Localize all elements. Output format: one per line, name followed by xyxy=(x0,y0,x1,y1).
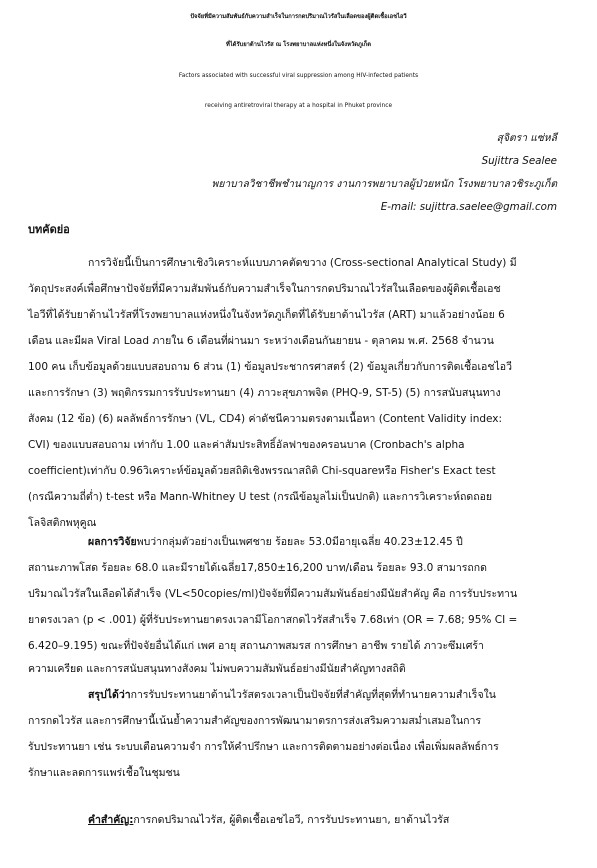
conclusion-line-1 xyxy=(88,690,496,701)
abstract-intro-line: เดือน และมีผล Viral Load ภายใน 6 เดือนที่ผ่านมา ระหว่างเดือนกันยายน - ตุลาคม พ.ศ. 2568 จำนวน xyxy=(28,335,494,347)
conclusion-line: การกดไวรัส และการศึกษานี้เน้นย้ำความสำคัญของการพัฒนามาตรการส่งเสริมความสม่ำเสมอในการ xyxy=(28,715,482,727)
abstract-intro-line: วัตถุประสงค์เพื่อศึกษาปัจจัยที่มีความสัมพันธ์กับความสำเร็จในการกดปริมาณไวรัสในเลือดของผู้ติดเชื้อเอช xyxy=(28,283,501,295)
title-english-line-2: receiving antiretroviral therapy at a hospital in Phuket province xyxy=(204,103,393,109)
results-line: สถานะภาพโสด ร้อยละ 68.0 และมีรายได้เฉลี่ย17,850±16,200 บาท/เดือน ร้อยละ 93.0 สามารถกด xyxy=(28,562,487,574)
title-english-line-1: Factors associated with successful viral suppression among HIV-infected patients xyxy=(178,73,419,79)
keywords-text: การกดปริมาณไวรัส, ผู้ติดเชื้อเอชไอวี, การรับประทานยา, ยาต้านไวรัส xyxy=(133,814,450,826)
keywords-line xyxy=(88,815,449,826)
results-text: พบว่ากลุ่มตัวอย่างเป็นเพศชาย ร้อยละ 53.0มีอายุเฉลี่ย 40.23±12.45 ปี xyxy=(136,536,463,548)
results-label: ผลการวิจัย xyxy=(88,536,137,548)
author-name-english: Sujittra Sealee xyxy=(481,155,557,167)
author-name-thai: สุจิตรา แซ่หลี xyxy=(496,132,557,144)
title-thai-line-2: ที่ได้รับยาต้านไวรัส ณ โรงพยาบาลแห่งหนึ่งในจังหวัดภูเก็ต xyxy=(225,42,372,48)
abstract-intro-line: (กรณีความถี่ต่ำ) t-test หรือ Mann-Whitney U test (กรณีข้อมูลไม่เป็นปกติ) และการวิเคราะห์ถดถอย xyxy=(28,491,493,503)
conclusion-text: การรับประทานยาต้านไวรัสตรงเวลาเป็นปัจจัยที่สำคัญที่สุดที่ทำนายความสำเร็จใน xyxy=(130,689,496,701)
abstract-intro-line: การวิจัยนี้เป็นการศึกษาเชิงวิเคราะห์แบบภาคตัดขวาง (Cross-sectional Analytical Study) มี xyxy=(88,257,517,269)
abstract-intro-line: สังคม (12 ข้อ) (6) ผลลัพธ์การรักษา (VL, CD4) ค่าดัชนีความตรงตามเนื้อหา (Content Validity index: xyxy=(28,413,503,425)
title-thai-line-1: ปัจจัยที่มีความสัมพันธ์กับความสำเร็จในการกดปริมาณไวรัสในเลือดของผู้ติดเชื้อเอชไอวี xyxy=(190,14,407,20)
conclusion-line: รับประทานยา เช่น ระบบเตือนความจำ การให้คำปรึกษา และการติดตามอย่างต่อเนื่อง เพื่อเพิ่มผลลัพธ์การ xyxy=(28,741,499,753)
author-email: E-mail: sujittra.saelee@gmail.com xyxy=(380,201,557,213)
abstract-heading: บทคัดย่อ xyxy=(28,223,70,236)
results-line: ความเครียด และการสนับสนุนทางสังคม ไม่พบความสัมพันธ์อย่างมีนัยสำคัญทางสถิติ xyxy=(28,663,406,675)
abstract-intro-line: CVI) ของแบบสอบถาม เท่ากับ 1.00 และค่าสัมประสิทธิ์อัลฟาของครอนบาค (Cronbach's alpha xyxy=(28,439,465,451)
author-affiliation: พยาบาลวิชาชีพชำนาญการ งานการพยาบาลผู้ป่วยหนัก โรงพยาบาลวชิระภูเก็ต xyxy=(211,178,557,190)
keywords-label: คำสำคัญ: xyxy=(88,814,134,826)
results-line: 6.420–9.195) ขณะที่ปัจจัยอื่นได้แก่ เพศ อายุ สถานภาพสมรส การศึกษา อาชีพ รายได้ ภาวะซึมเศร้า xyxy=(28,640,484,652)
conclusion-label: สรุปได้ว่า xyxy=(88,689,131,701)
abstract-intro-line: 100 คน เก็บข้อมูลด้วยแบบสอบถาม 6 ส่วน (1) ข้อมูลประชากรศาสตร์ (2) ข้อมูลเกี่ยวกับการติดเชื้อเอชไอวี xyxy=(28,361,512,373)
results-line: ยาตรงเวลา (p < .001) ผู้ที่รับประทานยาตรงเวลามีโอกาสกดไวรัสสำเร็จ 7.68เท่า (OR = 7.68; 95% CI = xyxy=(28,614,518,626)
abstract-intro-line: โลจิสติกพหุคูณ xyxy=(28,517,97,529)
results-line: ปริมาณไวรัสในเลือดได้สำเร็จ (VL<50copies/ml)ปัจจัยที่มีความสัมพันธ์อย่างมีนัยสำคัญ คือ การรับประทาน xyxy=(28,588,518,600)
abstract-intro-line: coefficient)เท่ากับ 0.96วิเคราะห์ข้อมูลด้วยสถิติเชิงพรรณาสถิติ Chi-squareหรือ Fisher's Exact test xyxy=(28,465,496,477)
abstract-intro-line: และการรักษา (3) พฤติกรรมการรับประทานยา (4) ภาวะสุขภาพจิต (PHQ-9, ST-5) (5) การสนับสนุนทาง xyxy=(28,387,501,399)
results-line-1 xyxy=(88,537,463,548)
conclusion-line: รักษาและลดการแพร่เชื้อในชุมชน xyxy=(28,767,180,779)
abstract-intro-line: ไอวีที่ได้รับยาต้านไวรัสที่โรงพยาบาลแห่งหนึ่งในจังหวัดภูเก็ตที่ได้รับยาต้านไวรัส (ART) มาแล้วอย่างน้อย 6 xyxy=(28,309,505,321)
